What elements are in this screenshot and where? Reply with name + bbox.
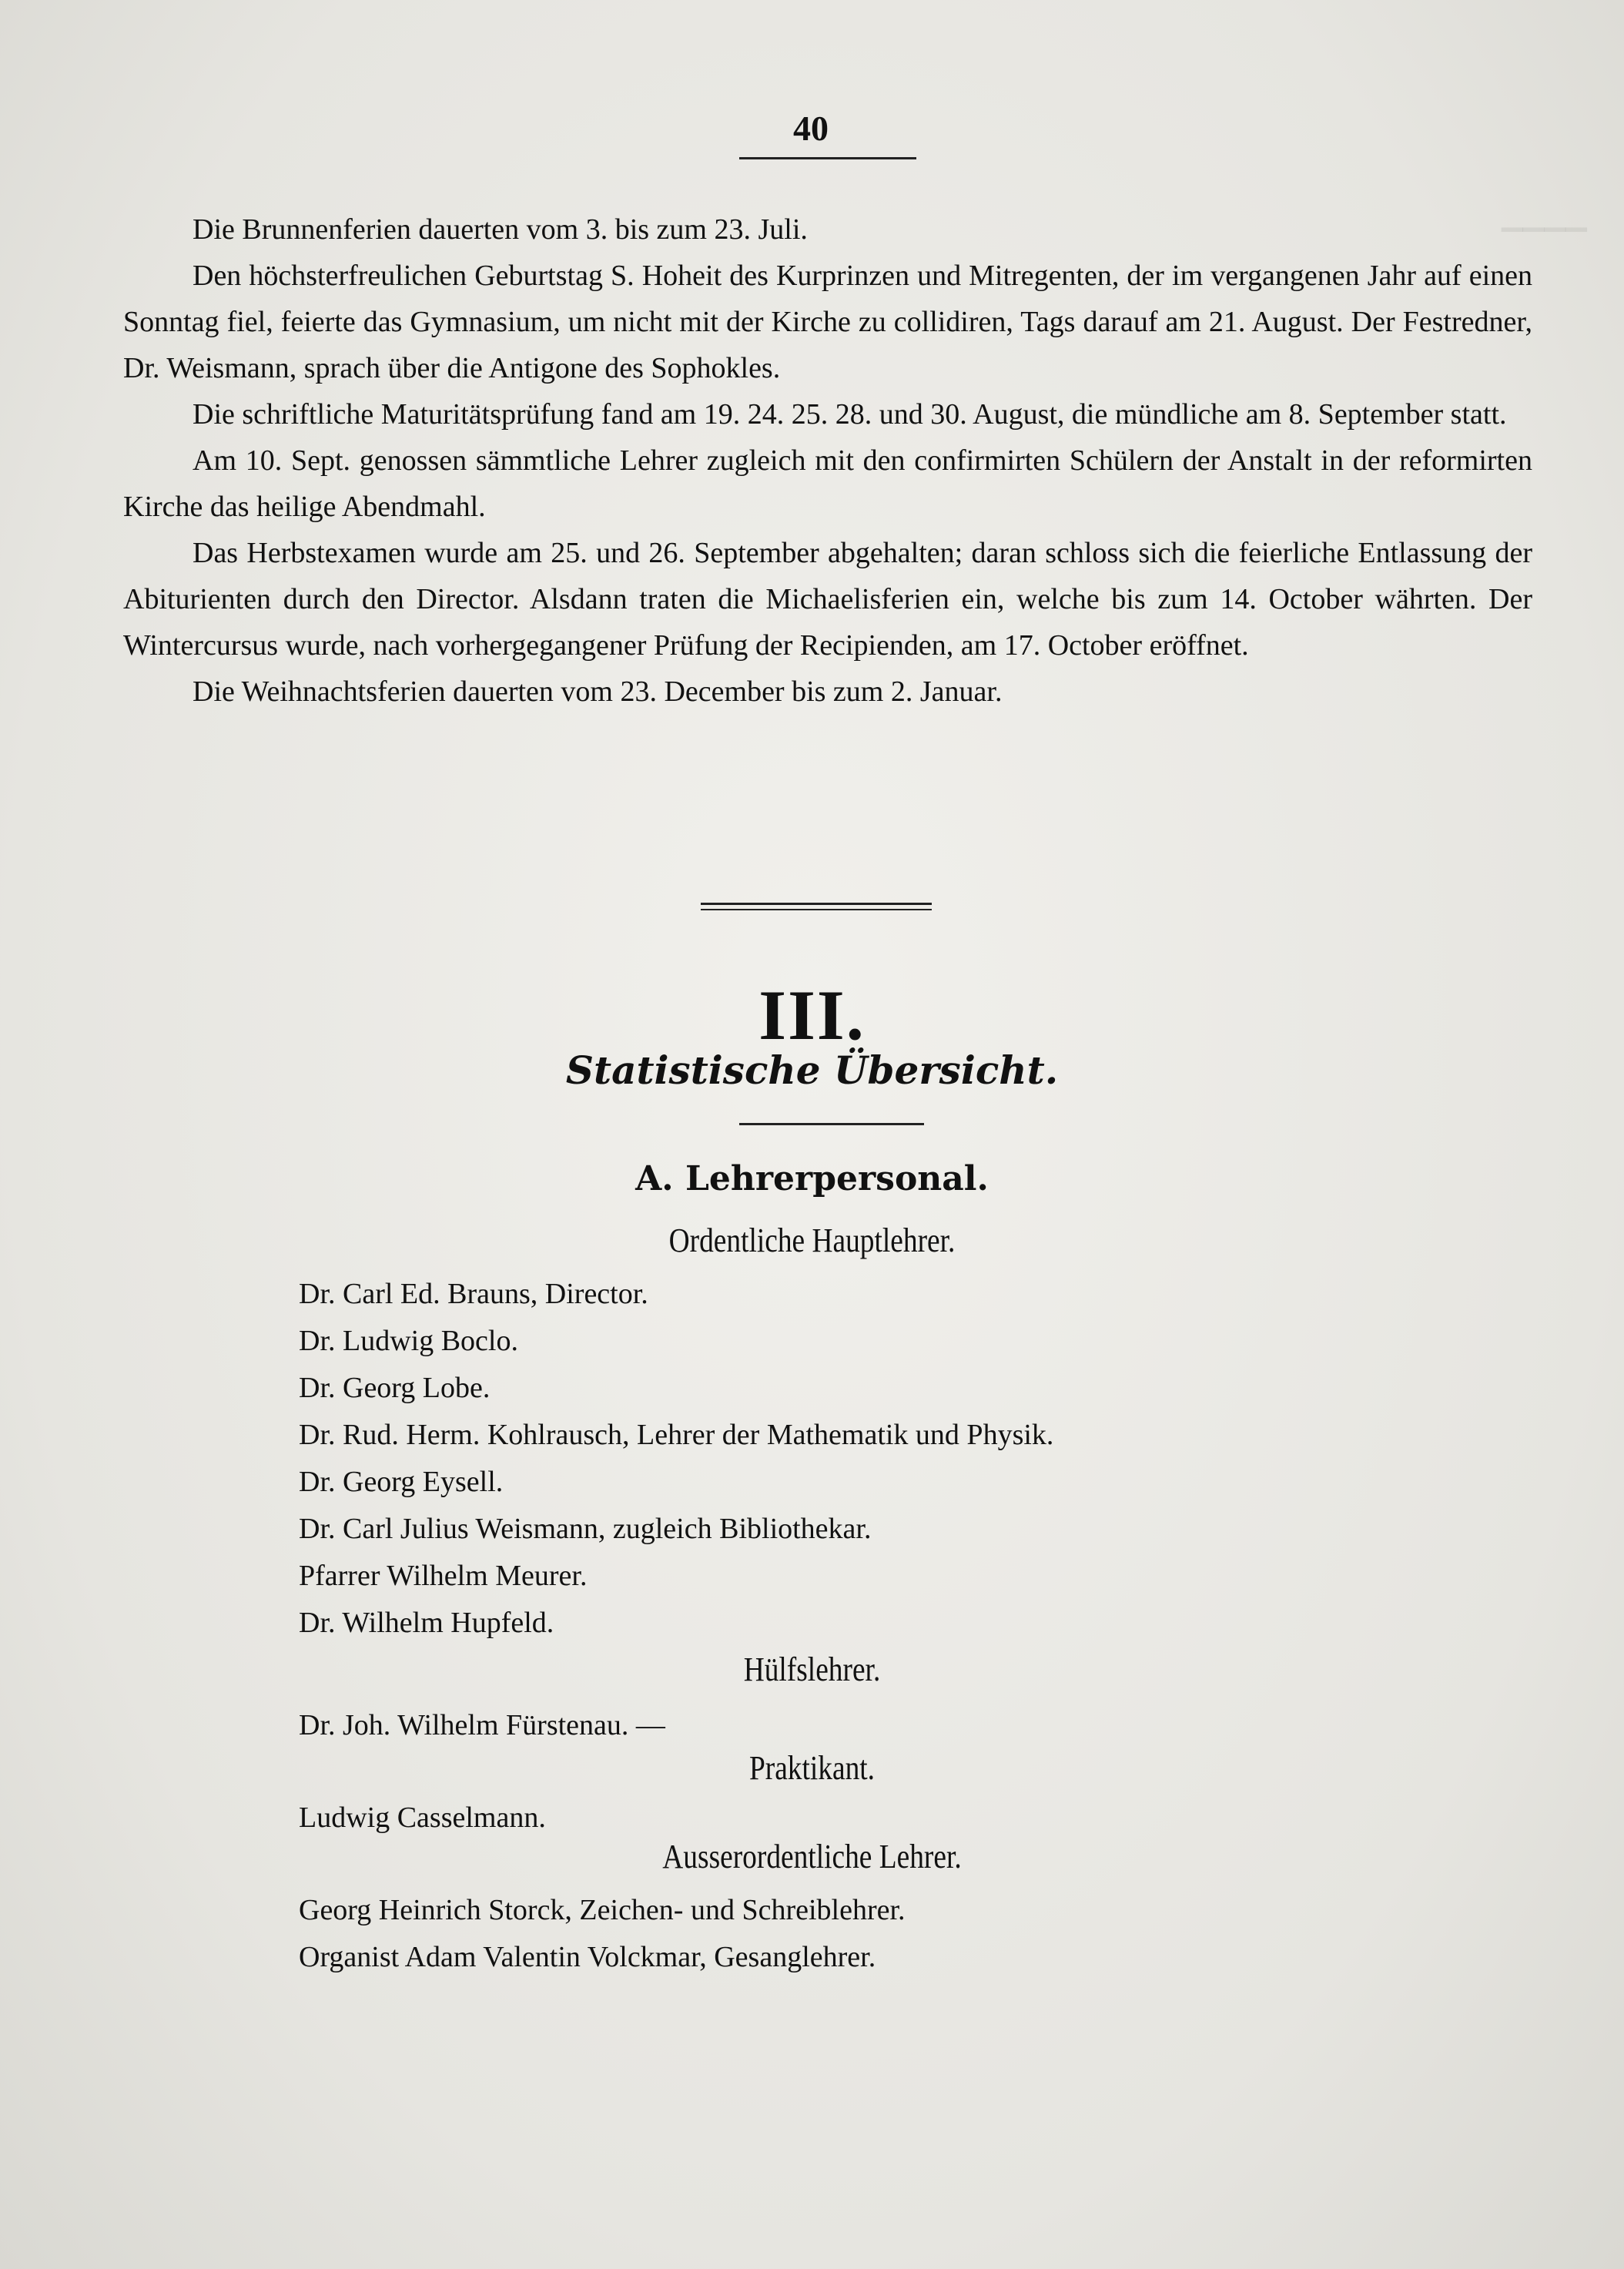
section-number: III. — [758, 976, 866, 1054]
list-item: Dr. Ludwig Boclo. — [299, 1325, 518, 1357]
list-item: Dr. Carl Ed. Brauns, Director. — [299, 1278, 648, 1310]
body-text — [123, 206, 1532, 715]
list-ausserordentliche — [299, 1887, 1531, 1981]
section-divider-top — [701, 903, 932, 905]
list-praktikant — [299, 1795, 1531, 1842]
page-number-rule — [739, 157, 916, 159]
list-item: Dr. Joh. Wilhelm Fürstenau. — — [299, 1709, 665, 1741]
list-item: Pfarrer Wilhelm Meurer. — [299, 1560, 588, 1592]
paragraph-abendmahl: Am 10. Sept. genossen sämmtliche Lehrer zugleich mit den confirmirten Schülern der Anstalt in der reformirten Kirche das heilige Abendmahl. — [123, 444, 1532, 523]
title-underline — [739, 1123, 924, 1125]
list-item: Dr. Wilhelm Hupfeld. — [299, 1607, 554, 1639]
list-item: Dr. Georg Eysell. — [299, 1466, 504, 1498]
heading-praktikant: Praktikant. — [748, 1749, 876, 1787]
section-title: Statistische Übersicht. — [565, 1047, 1059, 1093]
paragraph-weihnachtsferien: Die Weihnachtsferien dauerten vom 23. December bis zum 2. Januar. — [193, 675, 1003, 708]
list-item: Dr. Rud. Herm. Kohlrausch, Lehrer der Mathematik und Physik. — [299, 1419, 1054, 1451]
list-item: Georg Heinrich Storck, Zeichen- und Schreiblehrer. — [299, 1894, 906, 1926]
paragraph-maturitaet: Die schriftliche Maturitätsprüfung fand am 19. 24. 25. 28. und 30. August, die mündliche am 8. September statt. — [193, 398, 1507, 431]
list-item: Dr. Georg Lobe. — [299, 1372, 491, 1404]
paragraph-herbstexamen: Das Herbstexamen wurde am 25. und 26. September abgehalten; daran schloss sich die feierliche Entlassung der Abiturienten durch den Director. Alsdann traten die Michaelisferien ein, welche bis zum 14. October währten. Der Wintercursus wurde, nach vorhergegangener Prüfung der Recipienden, am 17. October eröffnet. — [123, 537, 1532, 662]
list-item: Dr. Carl Julius Weismann, zugleich Bibliothekar. — [299, 1513, 872, 1545]
section-subtitle: A. Lehrerpersonal. — [635, 1159, 989, 1198]
list-item: Organist Adam Valentin Volckmar, Gesanglehrer. — [299, 1941, 876, 1973]
heading-huelfslehrer: Hülfslehrer. — [743, 1651, 881, 1688]
list-hauptlehrer — [299, 1271, 1531, 1647]
heading-hauptlehrer: Ordentliche Hauptlehrer. — [668, 1222, 956, 1259]
list-item: Ludwig Casselmann. — [299, 1801, 546, 1834]
section-divider-bottom — [701, 909, 932, 910]
paragraph-geburtstag: Den höchsterfreulichen Geburtstag S. Hoheit des Kurprinzen und Mitregenten, der im vergangenen Jahr auf einen Sonntag fiel, feierte das Gymnasium, um nicht mit der Kirche zu collidiren, Tags darauf am 21. August. Der Festredner, Dr. Weismann, sprach über die Antigone des Sophokles. — [123, 260, 1532, 384]
bleed-through-texture: ▁▁▁▁ — [1502, 200, 1587, 231]
page-number: 40 — [793, 109, 829, 148]
list-huelfslehrer — [299, 1702, 1531, 1749]
heading-ausserordentliche: Ausserordentliche Lehrer. — [662, 1838, 962, 1875]
paragraph-brunnenferien: Die Brunnenferien dauerten vom 3. bis zum 23. Juli. — [193, 213, 808, 246]
